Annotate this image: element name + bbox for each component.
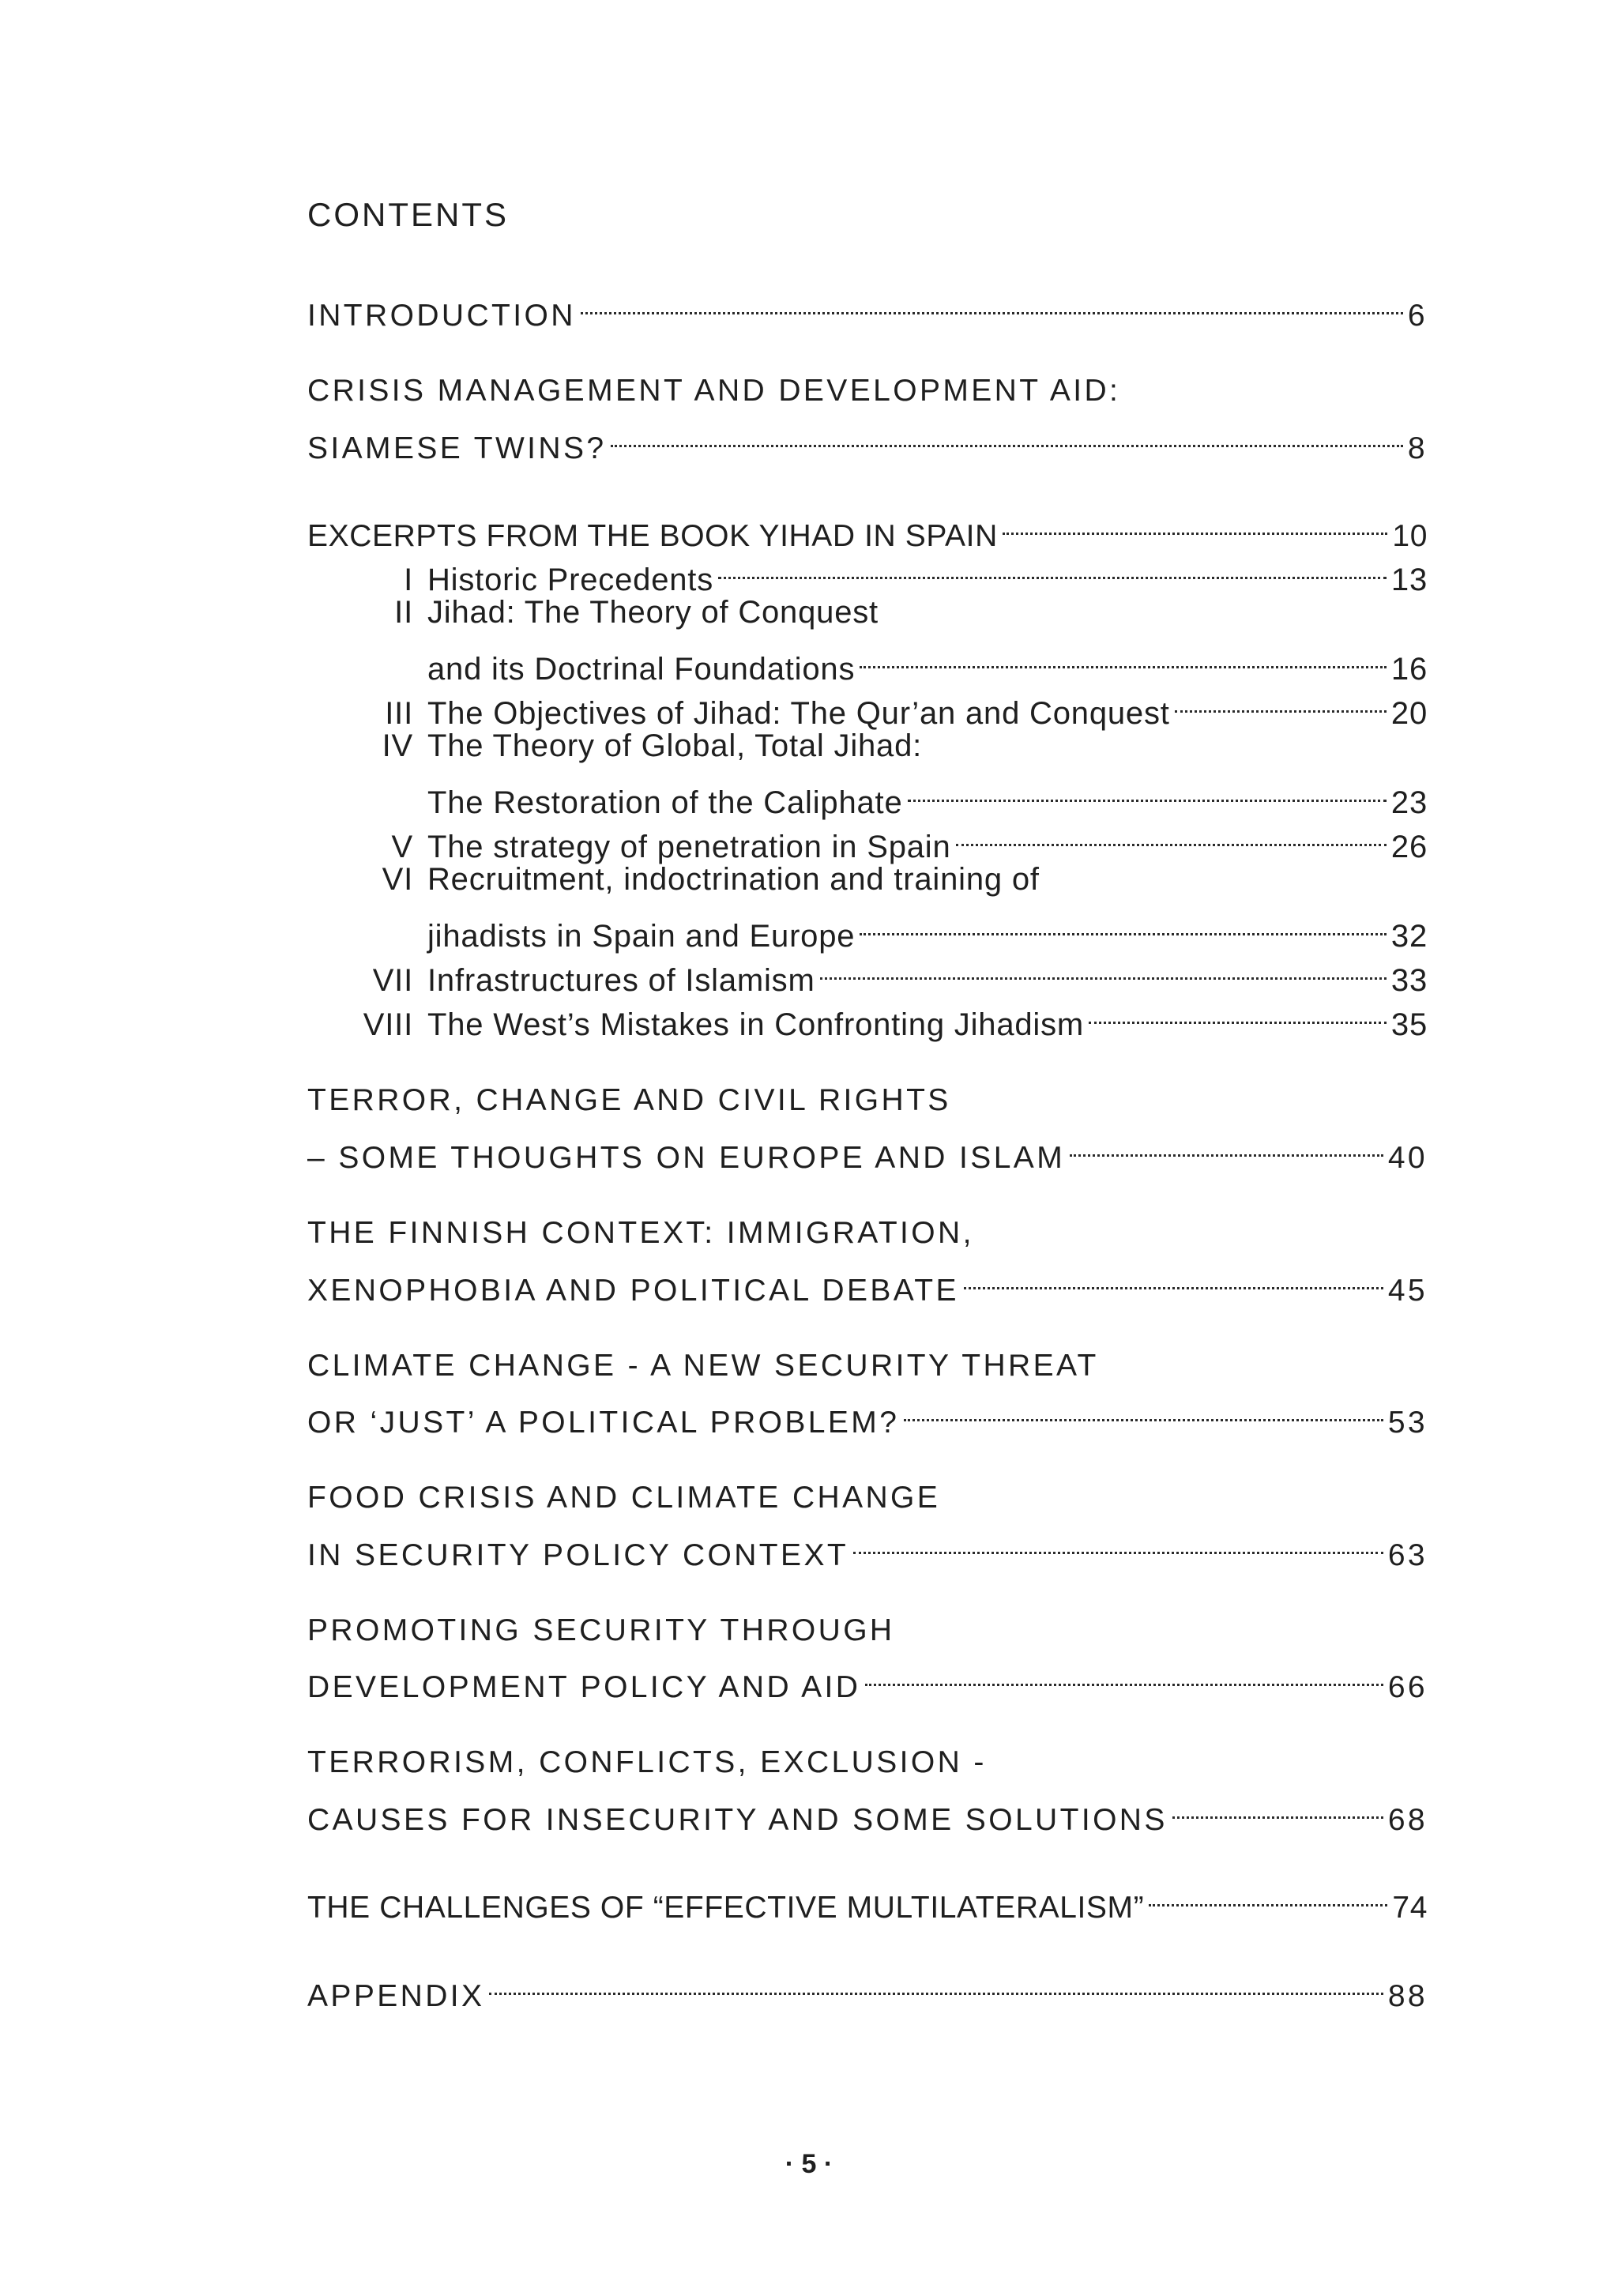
dot-leader	[581, 281, 1403, 326]
toc-subentry-4-continued	[427, 769, 1428, 820]
toc-entry-title-continued: OR ‘JUST’ A POLITICAL PROBLEM?	[307, 1406, 900, 1440]
toc-subentry-title-continued: jihadists in Spain and Europe	[427, 918, 856, 954]
dot-leader	[860, 902, 1387, 947]
dot-leader	[1070, 1124, 1383, 1168]
toc-subentry-title: Historic Precedents	[427, 563, 713, 598]
toc-subentry-6[interactable]	[382, 857, 1428, 901]
roman-numeral: IV	[382, 728, 413, 764]
toc-entry-multilateralism[interactable]	[307, 1873, 1428, 1925]
dot-leader	[964, 1255, 1383, 1300]
toc-subentry-title: Jihad: The Theory of Conquest	[427, 595, 879, 630]
toc-entry-title: CLIMATE CHANGE - A NEW SECURITY THREAT	[307, 1348, 1099, 1383]
dot-leader	[1175, 679, 1387, 724]
toc-entry-title-continued: DEVELOPMENT POLICY AND AID	[307, 1670, 861, 1705]
dot-leader	[718, 546, 1387, 590]
toc-page-number: 63	[1387, 1538, 1428, 1572]
toc-entry-title-continued: CAUSES FOR INSECURITY AND SOME SOLUTIONS	[307, 1803, 1168, 1838]
toc-page-number: 8	[1407, 431, 1428, 465]
toc-page-number: 88	[1387, 1978, 1428, 2013]
toc-entry-title-continued: – SOME THOUGHTS ON EUROPE AND ISLAM	[307, 1141, 1066, 1176]
toc-subentry-title: Recruitment, indoctrination and training of	[427, 862, 1040, 898]
toc-subentry-2[interactable]	[394, 590, 1428, 634]
toc-entry-introduction[interactable]	[307, 281, 1428, 333]
toc-entry-crisis-management[interactable]	[307, 369, 1428, 465]
toc-entry-excerpts[interactable]	[307, 502, 1428, 1043]
dot-leader	[611, 414, 1402, 458]
roman-numeral: VI	[382, 862, 413, 898]
toc-subentry-2-continued	[427, 635, 1428, 687]
toc-entry-finnish-context[interactable]	[307, 1211, 1428, 1308]
toc-subentry-title-continued: The Restoration of the Caliphate	[427, 785, 903, 820]
toc-entry-title: PROMOTING SECURITY THROUGH	[307, 1613, 895, 1647]
dot-leader	[1003, 502, 1388, 546]
roman-numeral: I	[404, 563, 413, 598]
toc-entry-title-continued: SIAMESE TWINS?	[307, 431, 607, 465]
toc-entry-title: FOOD CRISIS AND CLIMATE CHANGE	[307, 1481, 941, 1515]
toc-page-number: 23	[1390, 785, 1428, 820]
roman-numeral: III	[385, 696, 413, 732]
toc-entry-title: APPENDIX	[307, 1978, 485, 2013]
toc-entry-terror-change[interactable]	[307, 1078, 1428, 1176]
roman-numeral: V	[391, 830, 413, 865]
toc-subentry-title: The Objectives of Jihad: The Qur’an and Conquest	[427, 696, 1170, 732]
dot-leader	[865, 1653, 1383, 1697]
roman-numeral: II	[394, 595, 413, 630]
toc-entry-terrorism-conflicts[interactable]	[307, 1741, 1428, 1838]
toc-entry-title: INTRODUCTION	[307, 299, 576, 333]
dot-leader	[489, 1961, 1383, 2005]
toc-page-number: 53	[1387, 1406, 1428, 1440]
table-of-contents	[307, 281, 1428, 2013]
toc-entry-title-continued: IN SECURITY POLICY CONTEXT	[307, 1538, 849, 1572]
dot-leader	[1089, 991, 1387, 1035]
toc-subentries	[307, 546, 1428, 1043]
toc-page-number: 35	[1390, 1007, 1428, 1043]
dot-leader	[956, 813, 1387, 857]
toc-page-number: 45	[1387, 1273, 1428, 1308]
toc-subentry-title: The West’s Mistakes in Confronting Jihadism	[427, 1007, 1085, 1043]
roman-numeral: VIII	[363, 1007, 413, 1043]
toc-subentry-title: The Theory of Global, Total Jihad:	[427, 728, 923, 764]
dot-leader	[908, 769, 1387, 813]
dot-leader	[1149, 1873, 1387, 1918]
toc-page-number: 74	[1392, 1891, 1428, 1925]
toc-entry-climate-change[interactable]	[307, 1344, 1428, 1440]
toc-page-number: 32	[1390, 918, 1428, 954]
toc-entry-title: TERROR, CHANGE AND CIVIL RIGHTS	[307, 1083, 951, 1118]
toc-page-number: 13	[1390, 563, 1428, 598]
dot-leader	[853, 1521, 1383, 1565]
dot-leader	[1172, 1786, 1383, 1830]
toc-entry-title: CRISIS MANAGEMENT AND DEVELOPMENT AID:	[307, 374, 1121, 408]
roman-numeral: VII	[372, 963, 413, 999]
toc-page-number: 68	[1387, 1803, 1428, 1838]
page-title: CONTENTS	[307, 196, 509, 233]
toc-page-number: 33	[1390, 963, 1428, 999]
toc-entry-food-crisis[interactable]	[307, 1476, 1428, 1572]
toc-page-number: 16	[1390, 652, 1428, 687]
toc-page-number: 10	[1392, 519, 1428, 554]
toc-subentry-title-continued: and its Doctrinal Foundations	[427, 652, 856, 687]
toc-entry-title: THE CHALLENGES OF “EFFECTIVE MULTILATERALISM”	[307, 1891, 1145, 1925]
toc-page-number: 6	[1407, 299, 1428, 333]
toc-page-number: 26	[1390, 830, 1428, 865]
toc-page-number: 66	[1387, 1670, 1428, 1705]
toc-entry-title-continued: XENOPHOBIA AND POLITICAL DEBATE	[307, 1273, 959, 1308]
toc-entry-title: TERRORISM, CONFLICTS, EXCLUSION -	[307, 1745, 987, 1780]
toc-subentry-6-continued	[427, 902, 1428, 954]
toc-subentry-title: Infrastructures of Islamism	[427, 963, 815, 999]
dot-leader	[820, 947, 1387, 991]
page-number-footer: · 5 ·	[785, 2149, 833, 2179]
toc-entry-title: THE FINNISH CONTEXT: IMMIGRATION,	[307, 1216, 974, 1251]
toc-entry-appendix[interactable]	[307, 1961, 1428, 2013]
toc-entry-title: EXCERPTS FROM THE BOOK YIHAD IN SPAIN	[307, 519, 998, 554]
toc-page-number: 40	[1387, 1141, 1428, 1176]
toc-subentry-title: The strategy of penetration in Spain	[427, 830, 951, 865]
dot-leader	[860, 635, 1387, 679]
toc-entry-promoting-security[interactable]	[307, 1609, 1428, 1705]
toc-page-number: 20	[1390, 696, 1428, 732]
dot-leader	[904, 1388, 1383, 1432]
